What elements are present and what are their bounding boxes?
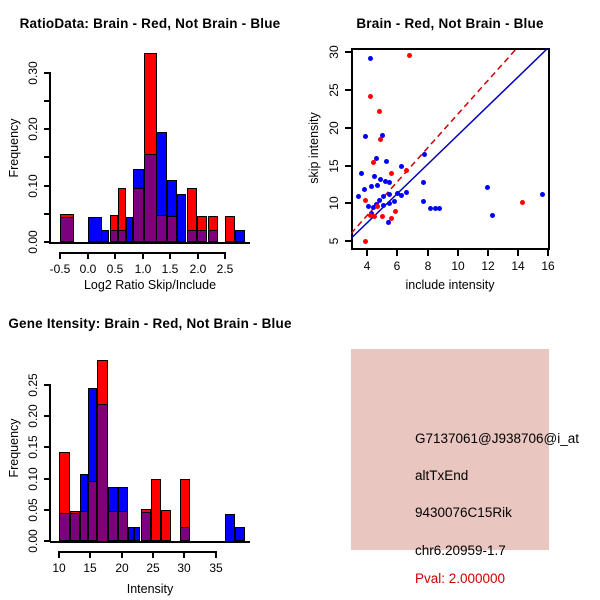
scatter-point-red <box>375 204 380 209</box>
tick-label: 1.0 <box>134 262 152 276</box>
scatter-point-blue <box>399 164 404 169</box>
tick-label: 2.5 <box>216 262 234 276</box>
y-axis-tick <box>44 478 50 480</box>
notbrain-fit-line <box>351 48 547 238</box>
tick-label: 2.0 <box>189 262 207 276</box>
tick-label: 16 <box>541 259 555 273</box>
scatter-point-blue <box>421 180 426 185</box>
histogram-bar-red <box>151 479 161 541</box>
x-axis-tick <box>215 551 217 558</box>
x-axis-tick <box>114 252 116 259</box>
histogram-bar-red <box>161 510 171 541</box>
scatter-point-blue <box>372 174 377 179</box>
scatter-point-red <box>377 109 382 114</box>
scatter-point-red <box>389 171 394 176</box>
y-axis-line <box>49 72 51 244</box>
histogram-bar-overlap <box>197 230 207 242</box>
x-axis-tick <box>547 250 549 256</box>
scatter-point-blue <box>392 199 397 204</box>
x-axis-tick <box>457 250 459 256</box>
x-axis-label: include intensity <box>405 278 495 292</box>
panel-ratio-histogram <box>0 0 300 300</box>
scatter-point-blue <box>387 180 392 185</box>
tick-label: 15 <box>327 159 341 173</box>
tick-label: 0.20 <box>26 404 40 428</box>
panel-gene-intensity-histogram <box>0 300 300 600</box>
histogram-bar-blue <box>235 527 245 541</box>
tick-label: 30 <box>327 45 341 59</box>
scatter-point-red <box>372 214 377 219</box>
y-axis-tick <box>44 446 50 448</box>
histogram-bar-blue <box>126 217 133 242</box>
histogram-bar-overlap <box>118 230 126 242</box>
histogram-bar-overlap <box>133 188 144 242</box>
histogram-bar-blue <box>225 514 235 542</box>
scatter-point-blue <box>356 194 361 199</box>
y-axis-tick <box>44 72 50 74</box>
tick-label: 0.5 <box>106 262 124 276</box>
probe-id-text: G7137061@J938706@i_at <box>415 431 580 446</box>
scatter-point-blue <box>422 152 427 157</box>
tick-label: 20 <box>327 121 341 135</box>
histogram-bar-blue <box>101 230 109 242</box>
y-axis-tick <box>44 213 50 215</box>
x-axis-tick <box>121 551 123 558</box>
x-axis-tick <box>224 252 226 259</box>
scatter-point-red <box>371 160 376 165</box>
tick-label: 6 <box>393 259 401 273</box>
x-axis-tick <box>142 252 144 259</box>
tick-label: 4 <box>363 259 371 273</box>
scatter-point-red <box>393 209 398 214</box>
x-axis-label: Log2 Ratio Skip/Include <box>83 278 217 292</box>
histogram-bar-overlap <box>180 527 190 541</box>
y-axis-tick <box>44 415 50 417</box>
scatter-point-red <box>520 200 525 205</box>
y-axis-label: skip intensity <box>307 112 321 184</box>
y-axis-tick <box>44 185 50 187</box>
scatter-point-blue <box>540 192 545 197</box>
tick-label: 10 <box>52 561 66 575</box>
x-axis-label: Intensity <box>126 582 174 596</box>
x-axis-tick <box>58 551 60 558</box>
tick-label: 1.5 <box>161 262 179 276</box>
x-axis-tick <box>396 250 398 256</box>
tick-label: 10 <box>451 259 465 273</box>
tick-label: 0.00 <box>26 230 40 254</box>
pval-text: Pval: 2.000000 <box>415 571 506 586</box>
y-axis-label: Frequency <box>7 418 21 478</box>
scatter-point-red <box>363 239 368 244</box>
x-axis-tick <box>59 252 61 259</box>
tick-label: 35 <box>209 561 223 575</box>
histogram-bar-blue <box>177 194 186 242</box>
x-axis-line <box>58 551 217 553</box>
tick-label: 0.0 <box>79 262 97 276</box>
scatter-point-blue <box>421 199 426 204</box>
y-axis-label: Frequency <box>7 118 21 178</box>
histogram-bar-overlap <box>208 230 218 242</box>
histogram-bar-overlap <box>118 511 128 541</box>
locus-text: chr6.20959-1.7 <box>415 543 506 558</box>
histogram-bar-overlap <box>187 230 197 242</box>
scatter-point-blue <box>437 206 442 211</box>
chart-title: Gene Itensity: Brain - Red, Not Brain - Blue <box>8 316 292 331</box>
tick-label: 5 <box>327 237 341 245</box>
histogram-bar-overlap <box>110 230 118 242</box>
tick-label: 25 <box>327 83 341 97</box>
scatter-point-blue <box>363 134 368 139</box>
y-axis-tick <box>44 100 50 102</box>
scatter-point-blue <box>490 213 495 218</box>
y-axis-line <box>49 384 51 542</box>
tick-label: 20 <box>115 561 129 575</box>
tick-label: 30 <box>177 561 191 575</box>
scatter-point-blue <box>387 192 392 197</box>
x-axis-tick <box>169 252 171 259</box>
scatter-point-blue <box>368 56 373 61</box>
plot-area <box>0 0 300 300</box>
histogram-bar-overlap <box>60 217 74 242</box>
histogram-bar-overlap <box>108 511 118 541</box>
chart-title: RatioData: Brain - Red, Not Brain - Blue <box>19 16 281 31</box>
plot-baseline <box>50 242 250 244</box>
x-axis-tick <box>183 551 185 558</box>
histogram-bar-overlap <box>156 215 167 242</box>
scatter-point-blue <box>381 194 386 199</box>
y-axis-tick <box>44 128 50 130</box>
tick-label: 14 <box>511 259 525 273</box>
scatter-point-blue <box>369 184 374 189</box>
tick-label: -0.5 <box>49 262 71 276</box>
panel-gene-info <box>300 300 600 600</box>
tick-label: 0.00 <box>26 529 40 553</box>
y-axis-tick <box>44 384 50 386</box>
scatter-point-red <box>389 216 394 221</box>
gene-name-text: 9430076C15Rik <box>415 505 512 520</box>
x-axis-tick <box>427 250 429 256</box>
tick-label: 0.10 <box>26 174 40 198</box>
panel-intensity-scatter <box>300 0 600 300</box>
histogram-bar-overlap <box>59 513 70 541</box>
histogram-bar-overlap <box>88 481 97 541</box>
histogram-bar-overlap <box>80 511 88 541</box>
tick-label: 12 <box>481 259 495 273</box>
x-axis-tick <box>152 551 154 558</box>
scatter-point-blue <box>399 193 404 198</box>
x-axis-tick <box>366 250 368 256</box>
histogram-bar-blue <box>134 527 140 541</box>
tick-label: 25 <box>146 561 160 575</box>
tick-label: 0.30 <box>26 61 40 85</box>
scatter-point-blue <box>485 185 490 190</box>
tick-label: 0.15 <box>26 435 40 459</box>
chart-title: Brain - Red, Not Brain - Blue <box>356 16 544 31</box>
tick-label: 0.05 <box>26 498 40 522</box>
tick-label: 0.10 <box>26 467 40 491</box>
event-type-text: altTxEnd <box>415 468 469 483</box>
scatter-point-red <box>378 137 383 142</box>
gene-info-box <box>351 349 580 586</box>
scatter-point-blue <box>381 203 386 208</box>
scatter-point-blue <box>359 171 364 176</box>
tick-label: 10 <box>327 196 341 210</box>
histogram-bar-blue <box>235 230 245 242</box>
tick-label: 0.25 <box>26 373 40 397</box>
tick-label: 0.20 <box>26 117 40 141</box>
scatter-point-red <box>407 53 412 58</box>
scatter-point-blue <box>362 187 367 192</box>
histogram-bar-overlap <box>97 404 108 542</box>
scatter-point-red <box>380 214 385 219</box>
tick-label: 15 <box>83 561 97 575</box>
plot-area <box>300 0 600 300</box>
scatter-point-red <box>368 94 373 99</box>
scatter-point-blue <box>366 204 371 209</box>
scatter-point-blue <box>404 190 409 195</box>
x-axis-tick <box>89 551 91 558</box>
plot-area <box>0 300 300 600</box>
x-axis-tick <box>487 250 489 256</box>
scatter-point-blue <box>375 183 380 188</box>
histogram-bar-red <box>225 216 235 242</box>
x-axis-tick <box>87 252 89 259</box>
histogram-bar-overlap <box>70 513 80 541</box>
y-axis-tick <box>44 509 50 511</box>
x-axis-tick <box>517 250 519 256</box>
fit-lines-layer <box>351 48 550 250</box>
histogram-bar-overlap <box>167 216 177 242</box>
histogram-bar-overlap <box>141 512 151 541</box>
tick-label: 8 <box>424 259 432 273</box>
x-axis-tick <box>197 252 199 259</box>
scatter-point-red <box>363 198 368 203</box>
histogram-bar-blue <box>88 217 102 242</box>
scatter-point-blue <box>384 159 389 164</box>
scatter-point-red <box>404 168 409 173</box>
y-axis-tick <box>44 156 50 158</box>
